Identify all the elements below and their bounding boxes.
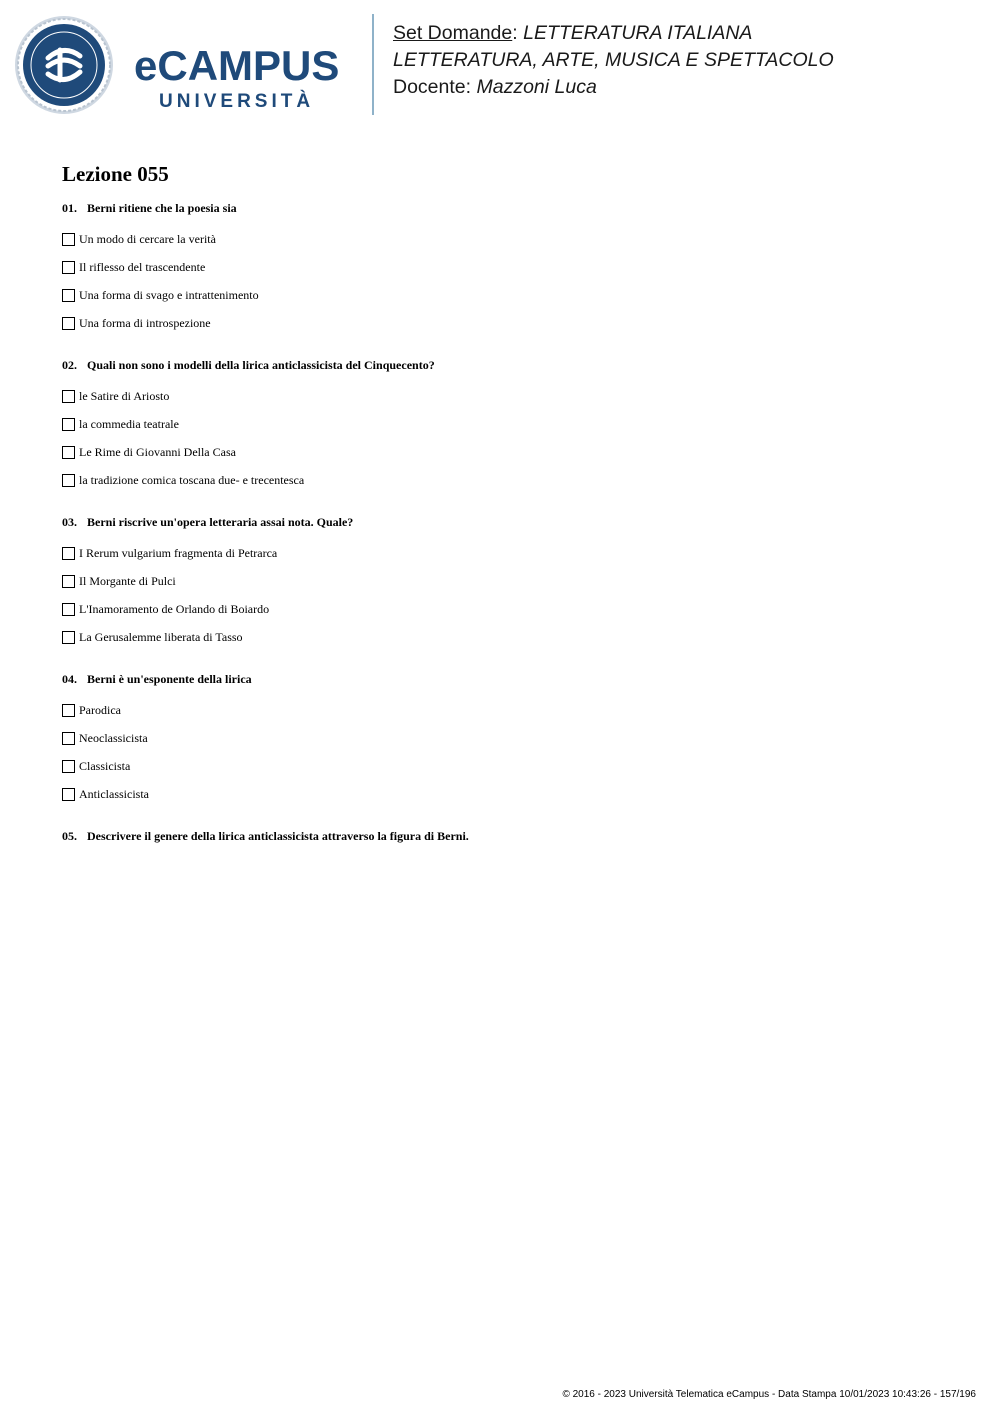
checkbox[interactable] [62,631,75,644]
page-footer: © 2016 - 2023 Università Telematica eCampus - Data Stampa 10/01/2023 10:43:26 - 157/196 [562,1389,976,1400]
question-01 [62,200,962,337]
checkbox[interactable] [62,474,75,487]
checkbox[interactable] [62,446,75,459]
question-text [62,357,962,373]
answer-option[interactable] [62,567,962,595]
checkbox[interactable] [62,289,75,302]
answer-option[interactable] [62,696,962,724]
option-label: Il riflesso del trascendente [79,259,206,274]
answer-option[interactable] [62,752,962,780]
set-line: Set Domande: LETTERATURA ITALIANA [393,22,753,44]
option-label: Il Morgante di Pulci [79,573,176,588]
question-text [62,828,962,844]
question-label: Berni è un'esponente della lirica [87,672,252,686]
option-label: Classicista [79,758,131,773]
answer-option[interactable] [62,253,962,281]
question-03 [62,514,962,651]
ecampus-logo [14,14,359,116]
answer-option[interactable] [62,410,962,438]
question-04 [62,671,962,808]
checkbox[interactable] [62,547,75,560]
question-label: Descrivere il genere della lirica anticlassicista attraverso la figura di Berni. [87,829,469,843]
question-label: Berni ritiene che la poesia sia [87,201,237,215]
svg-text:eCAMPUS: eCAMPUS [134,42,340,89]
checkbox[interactable] [62,575,75,588]
questions-content [62,160,962,864]
answer-option[interactable] [62,623,962,651]
option-label: Neoclassicista [79,730,148,745]
option-label: I Rerum vulgarium fragmenta di Petrarca [79,545,278,560]
option-label: Una forma di introspezione [79,315,211,330]
page-header [0,0,1000,130]
checkbox[interactable] [62,603,75,616]
answer-option[interactable] [62,595,962,623]
checkbox[interactable] [62,390,75,403]
checkbox[interactable] [62,261,75,274]
question-02 [62,357,962,494]
header-divider [372,14,374,115]
option-label: la tradizione comica toscana due- e trecentesca [79,472,305,487]
checkbox[interactable] [62,760,75,773]
checkbox[interactable] [62,233,75,246]
question-number: 03. [62,515,77,529]
logo-seal-icon [15,16,113,114]
answer-option[interactable] [62,724,962,752]
checkbox[interactable] [62,788,75,801]
option-label: Una forma di svago e intrattenimento [79,287,259,302]
question-text [62,514,962,530]
question-05 [62,828,962,844]
answer-option[interactable] [62,225,962,253]
answer-option[interactable] [62,281,962,309]
subject-line: LETTERATURA, ARTE, MUSICA E SPETTACOLO [393,49,834,71]
set-value: LETTERATURA ITALIANA [523,22,753,44]
question-number: 02. [62,358,77,372]
question-text [62,671,962,687]
option-label: Un modo di cercare la verità [79,231,216,246]
option-label: Parodica [79,702,121,717]
answer-option[interactable] [62,309,962,337]
question-number: 04. [62,672,77,686]
answer-option[interactable] [62,466,962,494]
checkbox[interactable] [62,704,75,717]
option-label: Le Rime di Giovanni Della Casa [79,444,236,459]
checkbox[interactable] [62,317,75,330]
option-label: la commedia teatrale [79,416,179,431]
answer-option[interactable] [62,780,962,808]
question-label: Berni riscrive un'opera letteraria assai nota. Quale? [87,515,354,529]
course-info [393,20,834,101]
question-number: 05. [62,829,77,843]
answer-option[interactable] [62,382,962,410]
answer-option[interactable] [62,539,962,567]
question-number: 01. [62,201,77,215]
option-label: le Satire di Ariosto [79,388,170,403]
lesson-title: Lezione 055 [62,162,169,186]
svg-text:UNIVERSITÀ: UNIVERSITÀ [159,91,315,112]
question-text [62,200,962,216]
teacher-name: Mazzoni Luca [476,76,597,98]
checkbox[interactable] [62,418,75,431]
option-label: L'Inamoramento de Orlando di Boiardo [79,601,270,616]
checkbox[interactable] [62,732,75,745]
teacher-line [393,74,834,101]
teacher-label: Docente: [393,76,472,98]
option-label: Anticlassicista [79,786,149,801]
answer-option[interactable] [62,438,962,466]
option-label: La Gerusalemme liberata di Tasso [79,629,243,644]
set-label: Set Domande [393,22,513,44]
question-label: Quali non sono i modelli della lirica anticlassicista del Cinquecento? [87,358,435,372]
